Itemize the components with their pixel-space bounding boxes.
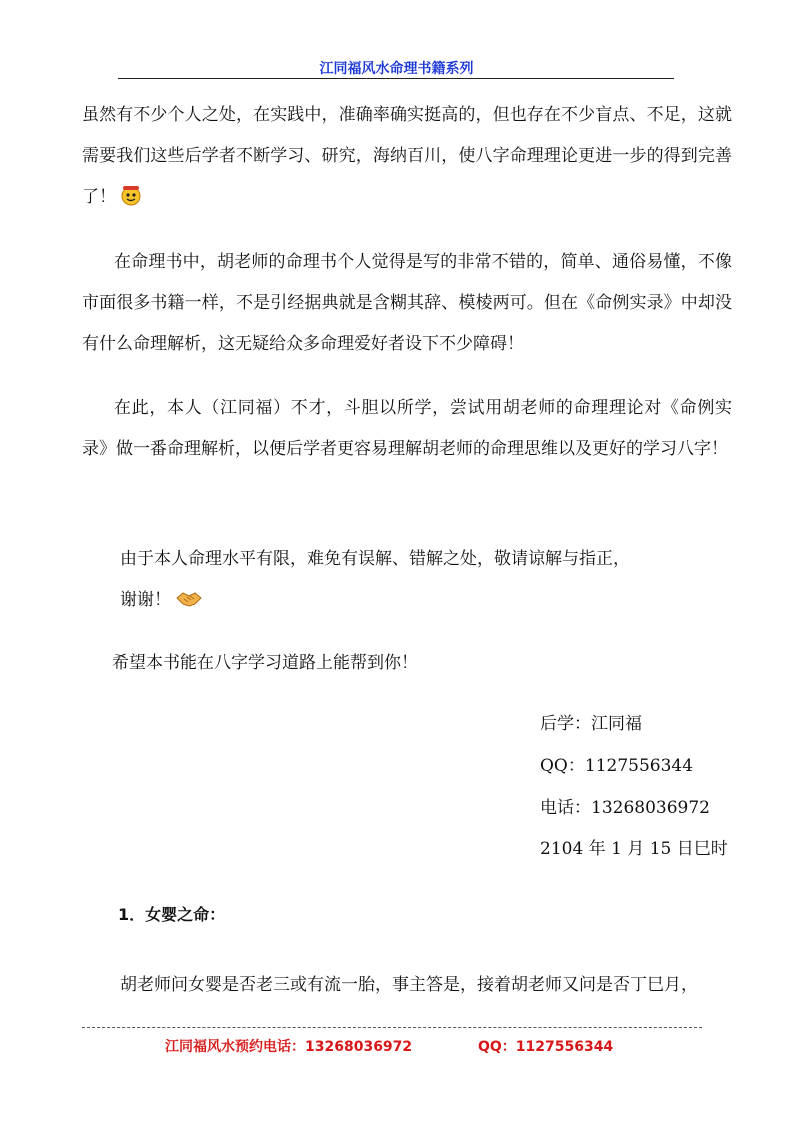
smiley-emoji-icon <box>120 181 142 222</box>
signature-author: 后学：江同福 <box>540 714 642 734</box>
header-title: 江同福风水命理书籍系列 <box>319 61 474 77</box>
paragraph-4-line-1: 由于本人命理水平有限，难免有误解、错解之处，敬请谅解与指正， <box>120 549 630 569</box>
footer-qq: QQ：1127556344 <box>478 1039 614 1055</box>
header-divider <box>118 78 674 79</box>
paragraph-4-line-2 <box>120 585 203 614</box>
footer-divider <box>82 1027 702 1028</box>
signature-date: 2104 年 1 月 15 日巳时 <box>540 839 728 859</box>
signature-qq: QQ：1127556344 <box>540 756 694 776</box>
section-heading: 1．女婴之命： <box>118 905 226 924</box>
paragraph-5: 希望本书能在八字学习道路上能帮到你！ <box>112 653 418 673</box>
paragraph-1 <box>82 95 732 222</box>
section-text: 胡老师问女婴是否老三或有流一胎，事主答是，接着胡老师又问是否丁巳月， <box>120 975 698 995</box>
paragraph-2: 在命理书中，胡老师的命理书个人觉得是写的非常不错的，简单、通俗易懂，不像市面很多书籍一样，不是引经据典就是含糊其辞、模棱两可。但在《命例实录》中却没有什么命理解析，这无疑给众多命理爱好者设下不少障碍！ <box>82 252 732 354</box>
paragraph-4-line-2-text: 谢谢！ <box>120 590 171 610</box>
footer-phone: 江同福风水预约电话：13268036972 <box>165 1039 413 1055</box>
signature-phone: 电话：13268036972 <box>540 798 710 818</box>
paragraph-3: 在此，本人（江同福）不才，斗胆以所学，尝试用胡老师的命理理论对《命例实录》做一番命理解析，以便后学者更容易理解胡老师的命理思维以及更好的学习八字！ <box>82 398 732 459</box>
handshake-emoji-icon <box>175 589 203 614</box>
paragraph-1-text: 虽然有不少个人之处，在实践中，准确率确实挺高的，但也存在不少盲点、不足，这就需要我们这些后学者不断学习、研究，海纳百川，使八字命理理论更进一步的得到完善了！ <box>82 105 732 207</box>
